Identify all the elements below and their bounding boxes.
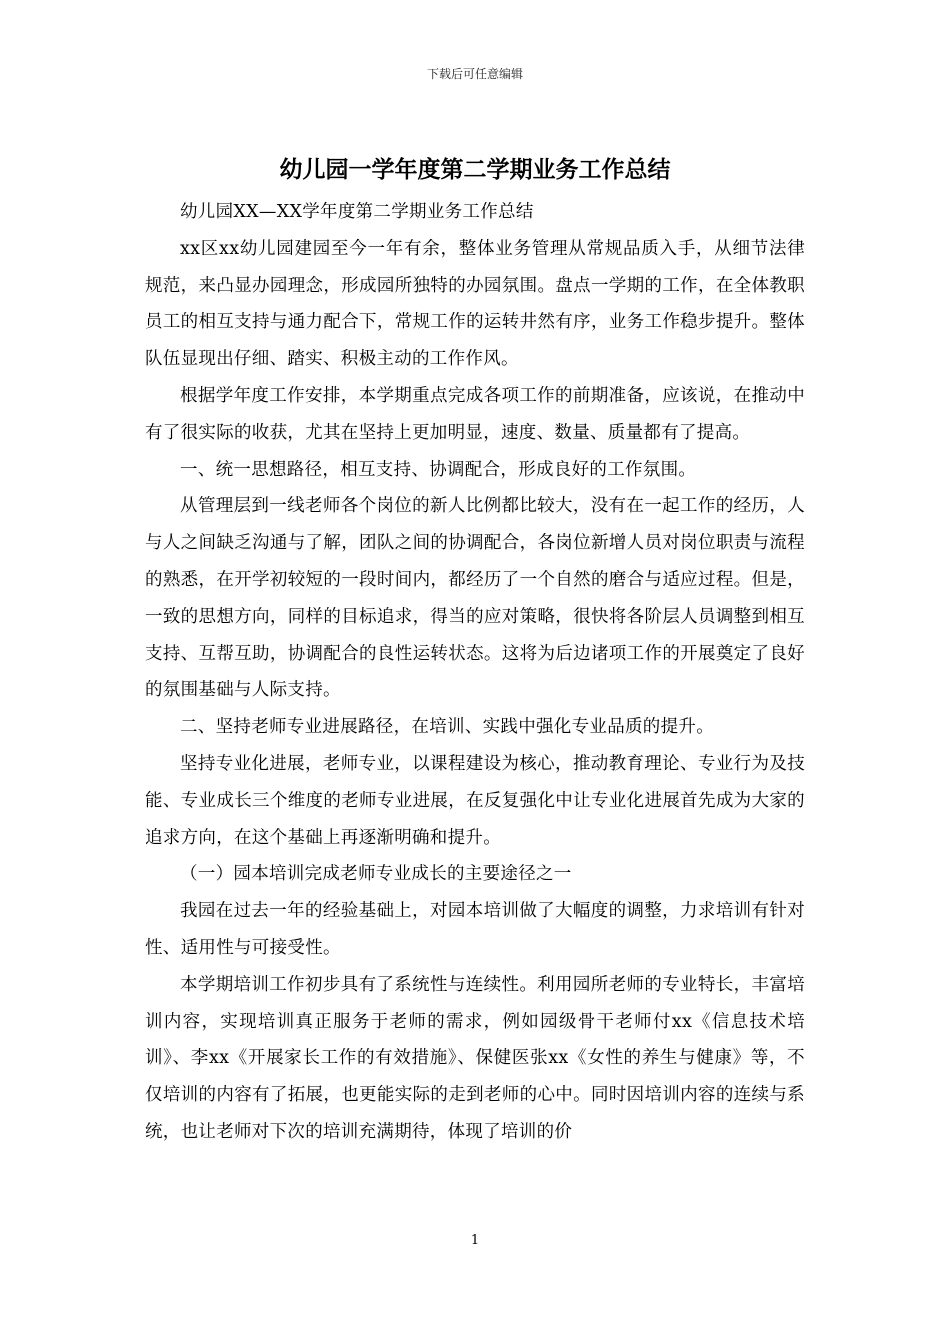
paragraph-training-adjust: 我园在过去一年的经验基础上，对园本培训做了大幅度的调整，力求培训有针对性、适用性与可接受性。 bbox=[145, 901, 805, 958]
document-title: 幼儿园一学年度第二学期业务工作总结 bbox=[279, 156, 671, 183]
paragraph-intro: xx区xx幼儿园建园至今一年有余，整体业务管理从常规品质入手，从细节法律规范，来凸显办园理念，形成园所独特的办园氛围。盘点一学期的工作，在全体教职员工的相互支持与通力配合下，常规工作的运转井然有序，业务工作稳步提升。整体队伍显现出仔细、踏实、积极主动的工作作风。 bbox=[145, 238, 805, 370]
document-body bbox=[145, 194, 805, 1151]
section-heading-two: 二、坚持老师专业进展路径，在培训、实践中强化专业品质的提升。 bbox=[180, 717, 714, 738]
page-number: 1 bbox=[470, 1233, 480, 1248]
paragraph-training-system: 本学期培训工作初步具有了系统性与连续性。利用园所老师的专业特长，丰富培训内容，实现培训真正服务于老师的需求，例如园级骨干老师付xx《信息技术培训》、李xx《开展家长工作的有效措施》、保健医张xx《女性的养生与健康》等，不仅培训的内容有了拓展，也更能实际的走到老师的心中。同时因培训内容的连续与系统，也让老师对下次的培训充满期待，体现了培训的价 bbox=[145, 974, 805, 1142]
paragraph-subtitle: 幼儿园XX—XX学年度第二学期业务工作总结 bbox=[180, 202, 534, 222]
subsection-heading-one: （一）园本培训完成老师专业成长的主要途径之一 bbox=[180, 864, 572, 885]
paragraph-plan: 根据学年度工作安排，本学期重点完成各项工作的前期准备，应该说，在推动中有了很实际的收获，尤其在坚持上更加明显，速度、数量、质量都有了提高。 bbox=[145, 385, 805, 443]
paragraph-teamwork: 从管理层到一线老师各个岗位的新人比例都比较大，没有在一起工作的经历，人与人之间缺乏沟通与了解，团队之间的协调配合，各岗位新增人员对岗位职责与流程的熟悉，在开学初较短的一段时间内，都经历了一个自然的磨合与适应过程。但是，一致的思想方向，同样的目标追求，得当的应对策略，很快将各阶层人员调整到相互支持、互帮互助，协调配合的良性运转状态。这将为后边诸项工作的开展奠定了良好的氛围基础与人际支持。 bbox=[145, 496, 805, 701]
paragraph-professional: 坚持专业化进展，老师专业，以课程建设为核心，推动教育理论、专业行为及技能、专业成长三个维度的老师专业进展，在反复强化中让专业化进展首先成为大家的追求方向，在这个基础上再逐渐明确和提升。 bbox=[145, 753, 805, 848]
page-header-note: 下载后可任意编辑 bbox=[426, 67, 523, 81]
section-heading-one: 一、统一思想路径，相互支持、协调配合，形成良好的工作氛围。 bbox=[180, 459, 697, 480]
